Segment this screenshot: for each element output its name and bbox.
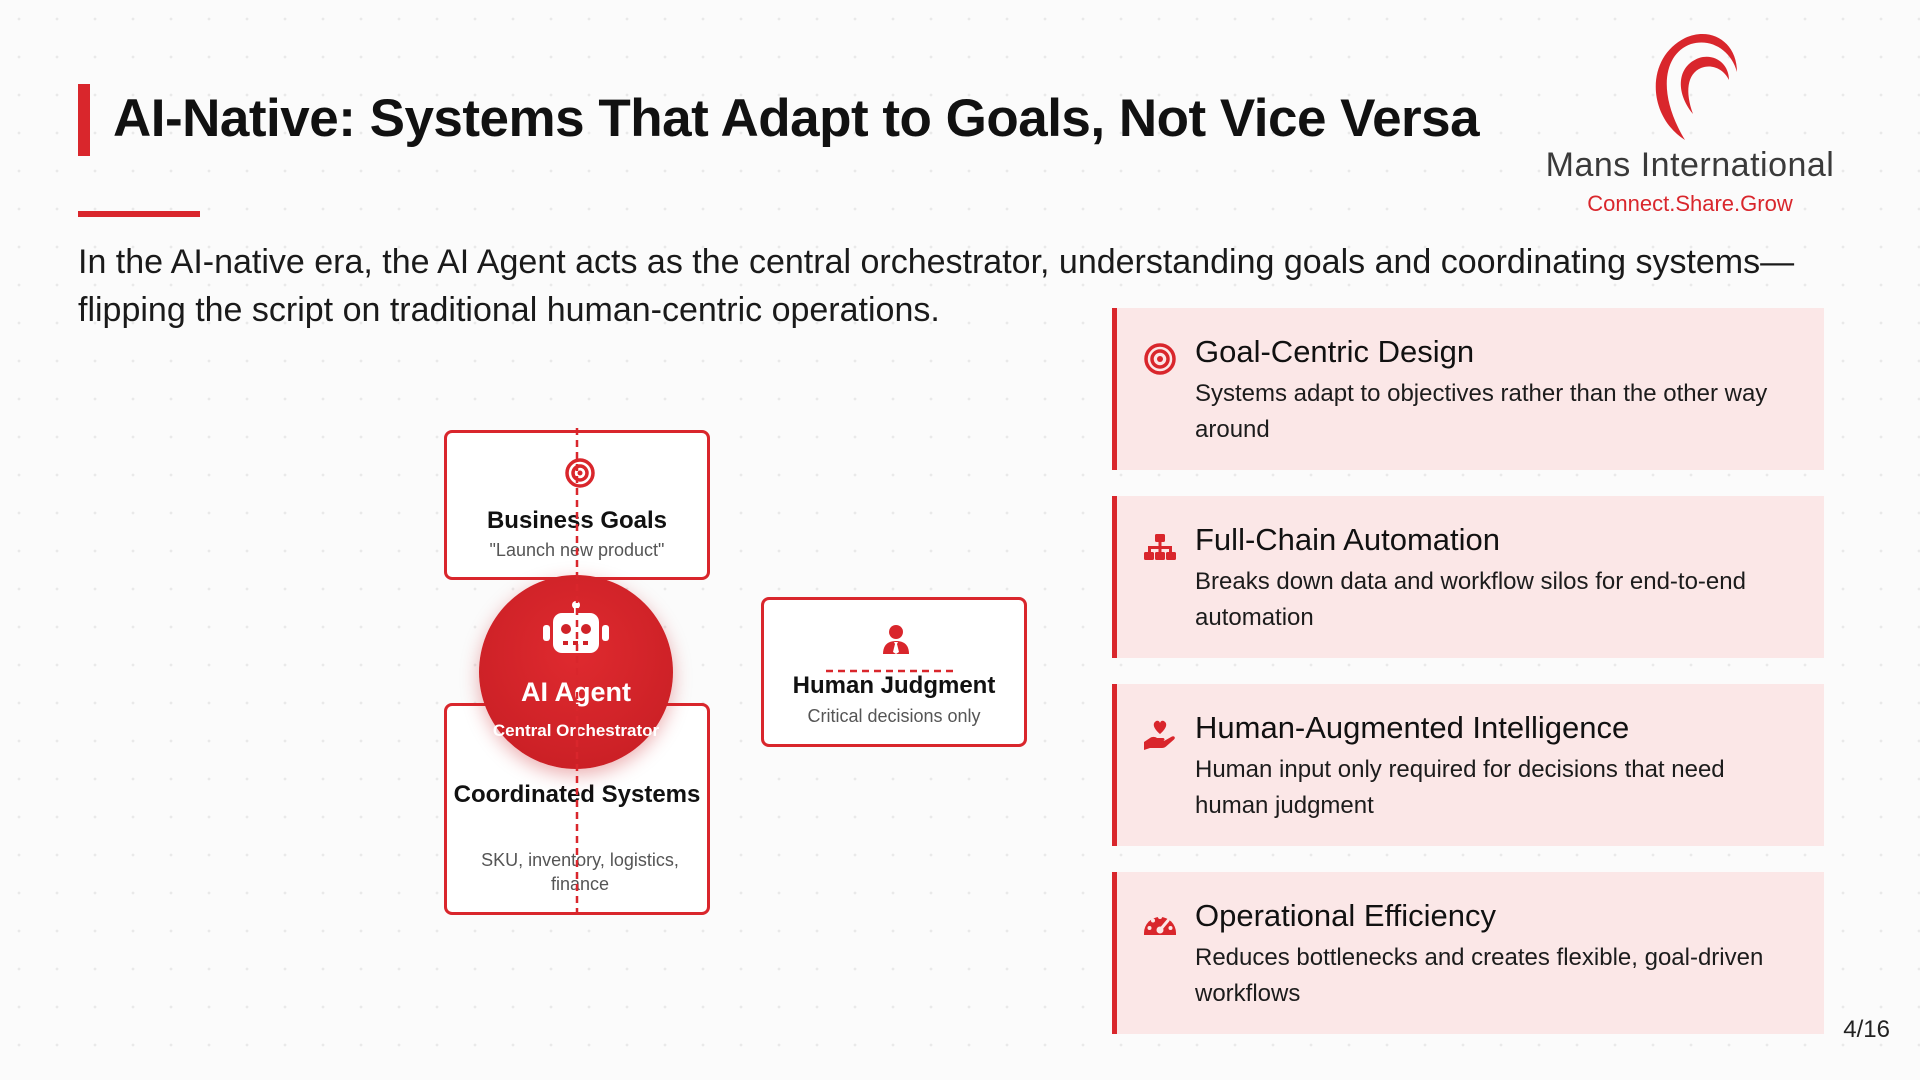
business-goals-title: Business Goals xyxy=(486,507,668,534)
human-judgment-title: Human Judgment xyxy=(792,672,996,699)
human-judgment-subtitle: Critical decisions only xyxy=(807,706,981,726)
card-human-augmented xyxy=(1112,684,1824,846)
company-logo xyxy=(1530,28,1850,216)
page-number: 4/16 xyxy=(1843,1016,1890,1043)
card-description: Systems adapt to objectives rather than the other way around xyxy=(1195,380,1768,443)
card-full-chain xyxy=(1112,496,1824,658)
robot-icon xyxy=(541,601,611,657)
business-goals-subtitle: "Launch new product" xyxy=(489,540,665,560)
business-goals-node xyxy=(444,430,710,580)
bullseye-icon xyxy=(1143,342,1177,376)
ai-agent-subtitle: Central Orchestrator xyxy=(492,721,660,740)
card-title: Goal-Centric Design xyxy=(1195,334,1475,369)
title-accent-bar xyxy=(78,84,90,156)
slide-title: AI-Native: Systems That Adapt to Goals, Not Vice Versa xyxy=(113,89,1480,148)
user-tie-icon xyxy=(881,624,911,654)
logo-name: Mans International xyxy=(1545,146,1835,184)
card-description: Breaks down data and workflow silos for end-to-end automation xyxy=(1195,568,1746,631)
card-title: Full-Chain Automation xyxy=(1195,522,1500,557)
intro-text: In the AI-native era, the AI Agent acts as the central orchestrator, understanding goals and coordinating systems—flipping the script on traditional human-centric operations. xyxy=(78,243,1795,329)
target-icon xyxy=(564,457,596,489)
coordinated-systems-title: Coordinated Systems xyxy=(453,781,701,808)
card-title: Human-Augmented Intelligence xyxy=(1195,710,1630,745)
card-description: Human input only required for decisions that need human judgment xyxy=(1195,756,1725,819)
gauge-icon xyxy=(1143,906,1177,940)
logo-swoosh-icon xyxy=(1641,28,1739,140)
card-title: Operational Efficiency xyxy=(1195,898,1496,933)
ai-agent-title: AI Agent xyxy=(521,677,631,707)
card-goal-centric xyxy=(1112,308,1824,470)
ai-agent-node xyxy=(479,575,673,769)
card-description: Reduces bottlenecks and creates flexible, goal-driven workflows xyxy=(1195,944,1764,1007)
title-underline xyxy=(78,211,200,217)
coordinated-systems-subtitle: SKU, inventory, logistics, finance xyxy=(481,850,679,894)
card-operational-efficiency xyxy=(1112,872,1824,1034)
human-judgment-node xyxy=(761,597,1027,747)
sitemap-icon xyxy=(1143,530,1177,564)
logo-tagline: Connect.Share.Grow xyxy=(1587,191,1793,216)
hand-holding-heart-icon xyxy=(1143,718,1177,752)
